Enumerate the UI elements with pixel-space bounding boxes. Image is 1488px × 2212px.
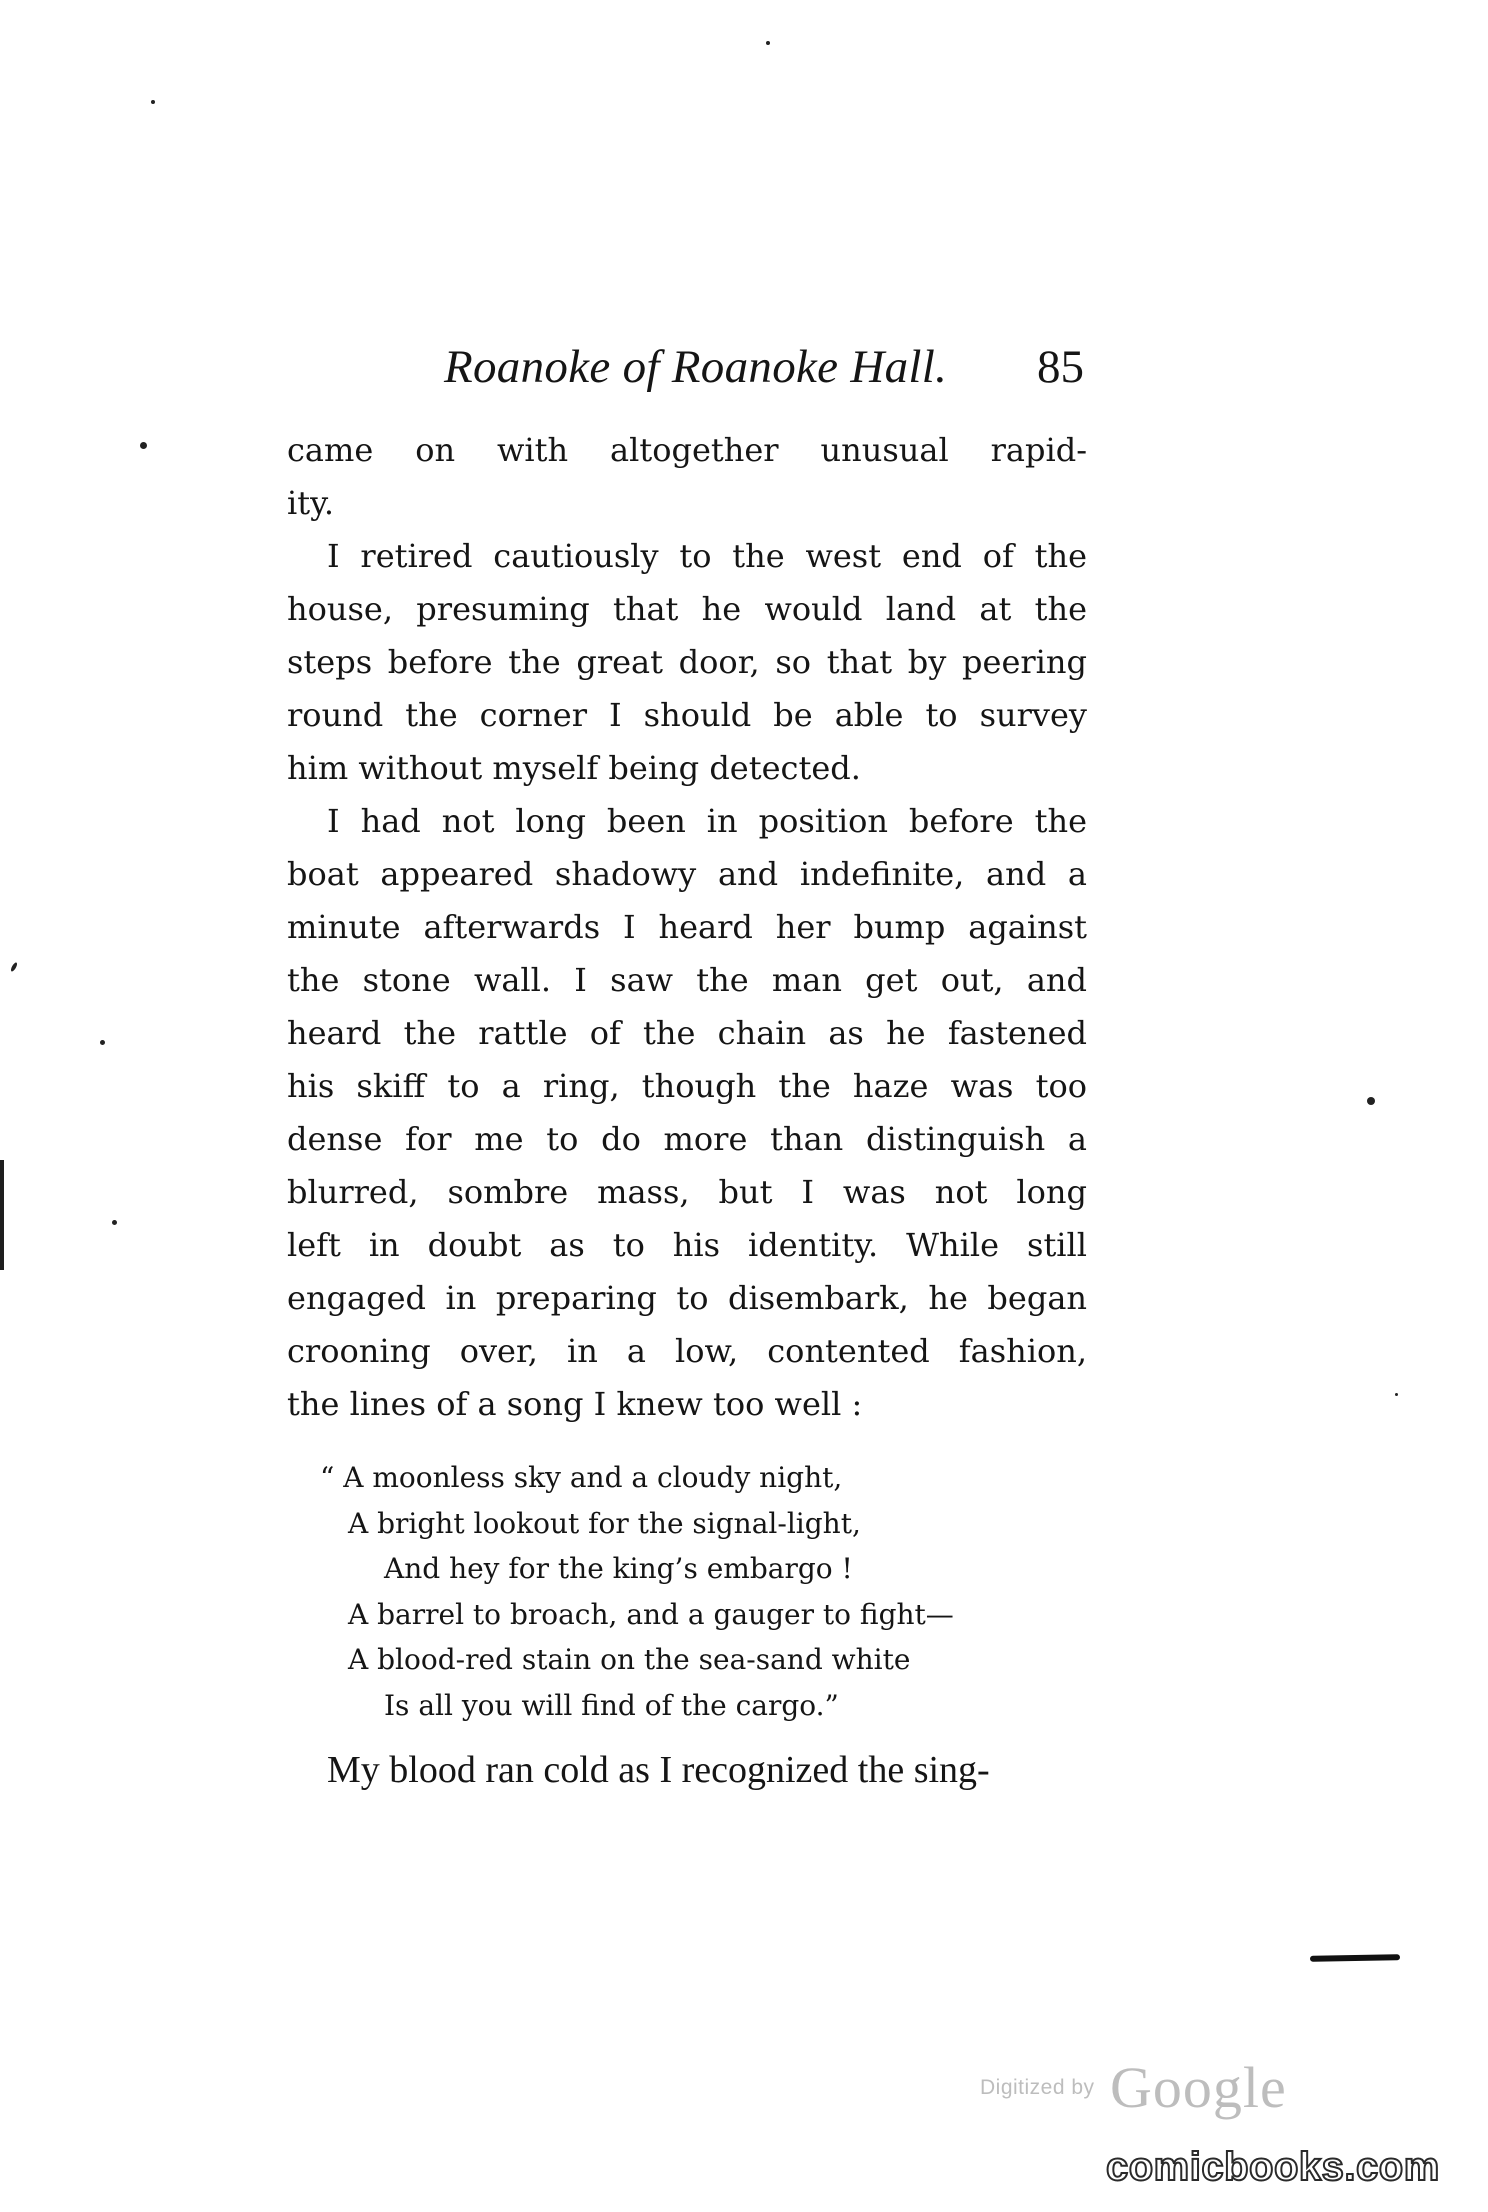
google-logo: Google bbox=[1110, 2055, 1287, 2120]
page-number: 85 bbox=[1037, 341, 1084, 393]
text-line: him without myself being detected. bbox=[287, 749, 861, 787]
digitized-label: Digitized by bbox=[980, 2076, 1095, 2099]
ink-speck bbox=[1395, 1393, 1398, 1396]
text-line: minute afterwards I heard her bump against bbox=[287, 908, 1087, 946]
text-line: boat appeared shadowy and indefinite, and a bbox=[287, 855, 1087, 893]
text-line: engaged in preparing to disembark, he began bbox=[287, 1279, 1087, 1317]
page-edge-mark bbox=[0, 1160, 4, 1270]
ink-stroke bbox=[1310, 1954, 1400, 1962]
text-line: I retired cautiously to the west end of the bbox=[327, 537, 1087, 575]
text-line: dense for me to do more than distinguish a bbox=[287, 1120, 1087, 1158]
text-line: ity. bbox=[287, 484, 335, 522]
text-line: crooning over, in a low, contented fashion, bbox=[287, 1332, 1087, 1370]
text-line: left in doubt as to his identity. While still bbox=[287, 1226, 1087, 1264]
ink-speck bbox=[1367, 1097, 1375, 1105]
poem-verse: And hey for the king’s embargo ! bbox=[384, 1552, 853, 1585]
poem-verse: A blood-red stain on the sea-sand white bbox=[348, 1643, 911, 1676]
body-text bbox=[287, 424, 1087, 1431]
text-line: round the corner I should be able to survey bbox=[287, 696, 1087, 734]
text-line: I had not long been in position before the bbox=[327, 802, 1087, 840]
poem-verse: Is all you will find of the cargo.” bbox=[384, 1688, 839, 1722]
site-watermark: comicbooks.com bbox=[1106, 2145, 1440, 2189]
text-line: his skiff to a ring, though the haze was too bbox=[287, 1067, 1087, 1105]
text-line: the stone wall. I saw the man get out, and bbox=[287, 961, 1087, 999]
poem-block bbox=[320, 1455, 1080, 1728]
text-line: heard the rattle of the chain as he fastened bbox=[287, 1014, 1087, 1052]
ink-speck bbox=[100, 1040, 105, 1045]
ink-speck bbox=[10, 962, 18, 973]
poem-verse: A bright lookout for the signal-light, bbox=[348, 1506, 861, 1540]
poem-verse: “ A moonless sky and a cloudy night, bbox=[320, 1461, 843, 1494]
running-head bbox=[444, 340, 1084, 400]
ink-speck bbox=[766, 41, 770, 45]
running-title: Roanoke of Roanoke Hall. bbox=[444, 341, 948, 393]
ink-speck bbox=[140, 442, 147, 449]
poem-verse: A barrel to broach, and a gauger to fight— bbox=[348, 1597, 954, 1631]
ink-speck bbox=[112, 1220, 117, 1225]
text-line: the lines of a song I knew too well : bbox=[287, 1385, 863, 1423]
text-line: house, presuming that he would land at the bbox=[287, 590, 1087, 628]
text-line: steps before the great door, so that by peering bbox=[287, 643, 1087, 681]
ink-speck bbox=[151, 100, 155, 104]
closing-line: My blood ran cold as I recognized the sing- bbox=[327, 1749, 990, 1791]
digitized-watermark bbox=[980, 2054, 1300, 2120]
text-line: blurred, sombre mass, but I was not long bbox=[287, 1173, 1087, 1211]
text-line: came on with altogether unusual rapid- bbox=[287, 431, 1087, 469]
